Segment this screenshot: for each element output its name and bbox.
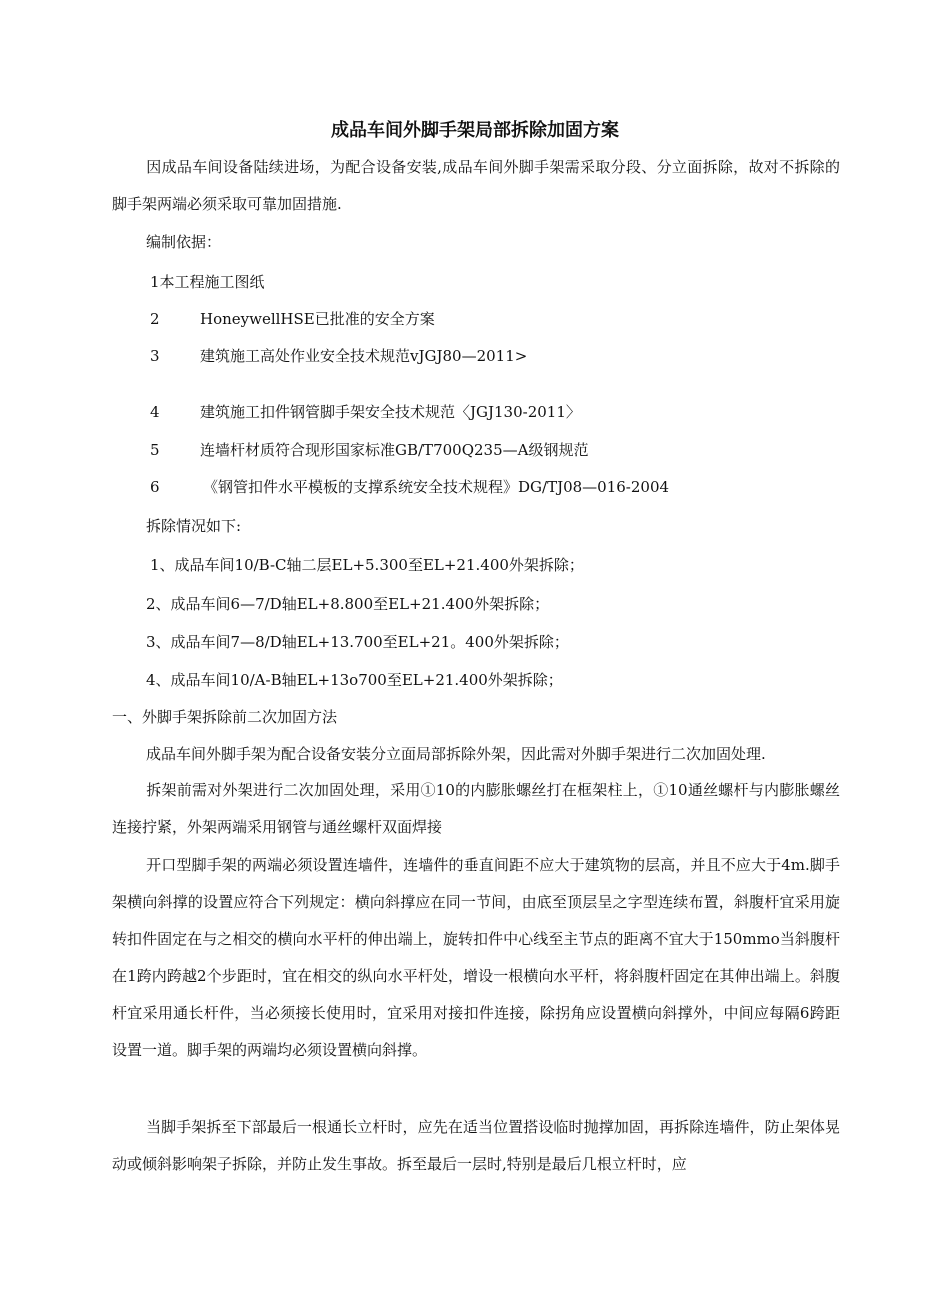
section-paragraph (112, 772, 840, 846)
section-paragraph (112, 847, 840, 1069)
intro-paragraph (112, 149, 840, 223)
basis-item-number: 1 (150, 273, 160, 291)
paragraph-text: 开口型脚手架的两端必须设置连墙件，连墙件的垂直间距不应大于建筑物的层高，并且不应大于4m.脚手架横向斜撑的设置应符合下列规定：横向斜撑应在同一节间，由底至顶层呈之字型连续布置，斜腹杆宜采用旋转扣件固定在与之相交的横向水平杆的伸出端上，旋转扣件中心线至主节点的距离不宜大于150mmo当斜腹杆在1跨内跨越2个步距时，宜在相交的纵向水平杆处，增设一根横向水平杆，将斜腹杆固定在其伸出端上。斜腹杆宜采用通长杆件，当必须接长使用时，宜采用对接扣件连接，除拐角应设置横向斜撑外，中间应每隔6跨距设置一道。脚手架的两端均必须设置横向斜撑。 (112, 856, 840, 1059)
removal-item: 4、成品车间10/A-B轴EL+13o700至EL+21.400外架拆除； (146, 671, 563, 689)
basis-item-number: 4 (150, 403, 160, 421)
basis-heading: 编制依据： (146, 233, 222, 251)
basis-item-text: 建筑施工高处作业安全技术规范vJGJ80—2011> (200, 347, 528, 365)
basis-item-text: 本工程施工图纸 (159, 273, 265, 291)
removal-heading: 拆除情况如下: (146, 517, 242, 535)
section-heading: 一、外脚手架拆除前二次加固方法 (112, 708, 338, 726)
paragraph-text: 当脚手架拆至下部最后一根通长立杆时，应先在适当位置搭设临时抛撑加固，再拆除连墙件，防止架体晃动或倾斜影响架子拆除，并防止发生事故。拆至最后一层时,特别是最后几根立杆时，应 (112, 1118, 840, 1173)
intro-text: 因成品车间设备陆续进场，为配合设备安装,成品车间外脚手架需采取分段、分立面拆除，故对不拆除的脚手架两端必须采取可靠加固措施. (112, 158, 840, 213)
basis-item-text: 建筑施工扣件钢管脚手架安全技术规范〈JGJ130-2011〉 (200, 403, 581, 421)
removal-item: 1、成品车间10/B-C轴二层EL+5.300至EL+21.400外架拆除； (150, 556, 584, 574)
basis-item-text: 连墙杆材质符合现形国家标准GB/T700Q235—A级钢规范 (200, 441, 589, 459)
section-paragraph (112, 1109, 840, 1183)
removal-item: 2、成品车间6—7/D轴EL+8.800至EL+21.400外架拆除； (146, 595, 550, 613)
removal-item: 3、成品车间7—8/D轴EL+13.700至EL+21。400外架拆除； (146, 633, 569, 651)
basis-item-number: 3 (150, 347, 160, 365)
basis-item-number: 6 (150, 478, 160, 496)
basis-item-text: 《钢管扣件水平模板的支撑系统安全技术规程》DG/TJ08—016-2004 (203, 478, 670, 496)
section-paragraph: 成品车间外脚手架为配合设备安装分立面局部拆除外架，因此需对外脚手架进行二次加固处理. (146, 745, 766, 763)
basis-item-number: 5 (150, 441, 160, 459)
document-title: 成品车间外脚手架局部拆除加固方案 (331, 120, 619, 141)
basis-item-text: HoneywellHSE已批准的安全方案 (200, 310, 435, 328)
basis-item-number: 2 (150, 310, 160, 328)
basis-item (150, 272, 265, 292)
paragraph-text: 拆架前需对外架进行二次加固处理，采用①10的内膨胀螺丝打在框架柱上，①10通丝螺杆与内膨胀螺丝连接拧紧，外架两端采用钢管与通丝螺杆双面焊接 (112, 781, 840, 836)
